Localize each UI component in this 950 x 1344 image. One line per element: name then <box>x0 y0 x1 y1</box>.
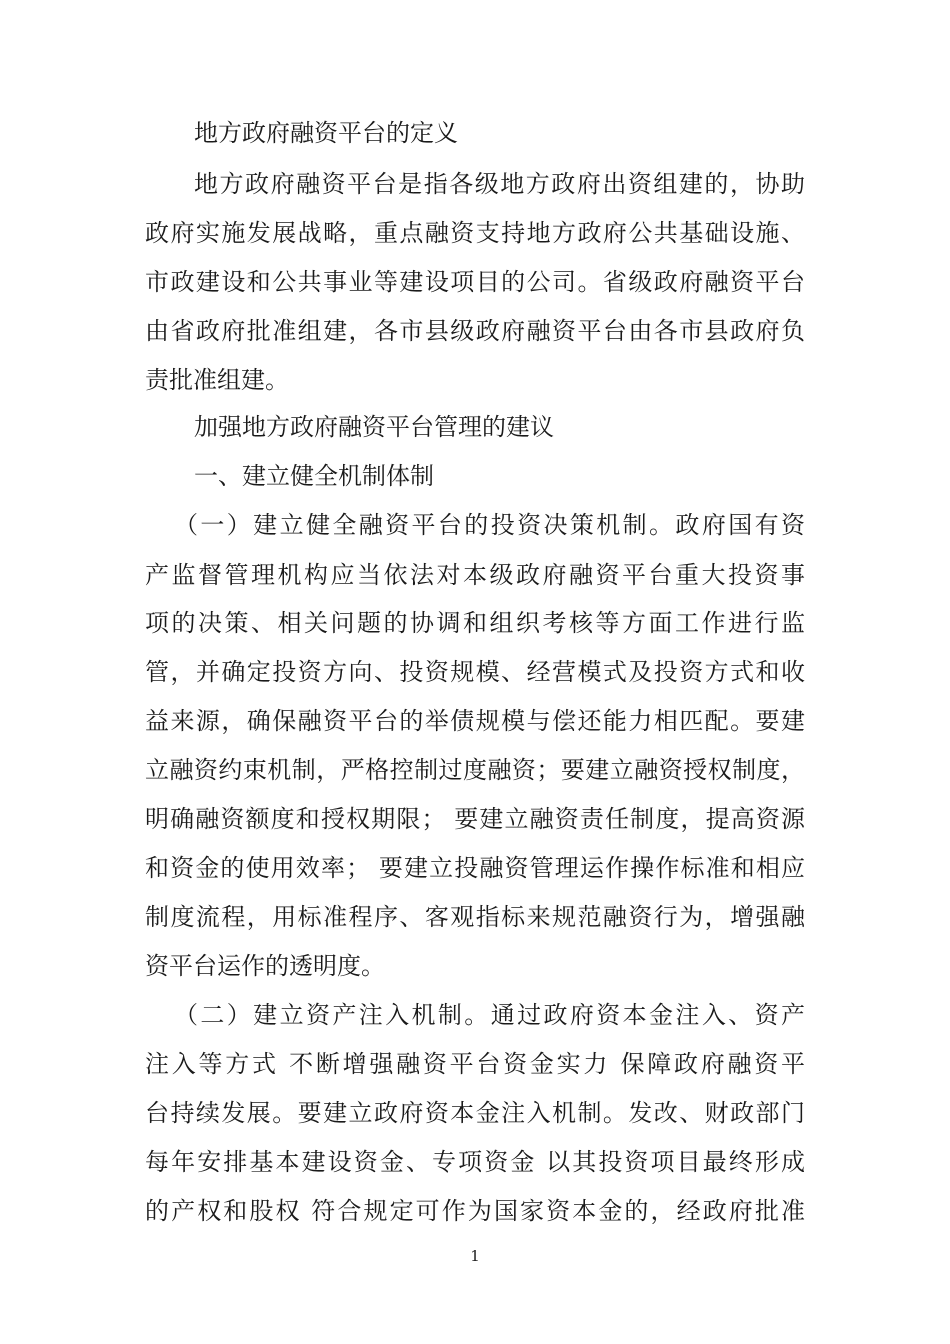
paragraph-line: 项的决策、相关问题的协调和组织考核等方面工作进行监 <box>145 609 805 637</box>
paragraph-line: 地方政府融资平台是指各级地方政府出资组建的，协助 <box>194 170 805 198</box>
paragraph-line: 政府实施发展战略，重点融资支持地方政府公共基础设施、 <box>145 219 805 247</box>
paragraph-line: 和资金的使用效率； 要建立投融资管理运作操作标准和相应 <box>145 854 805 882</box>
page-number: 1 <box>470 1247 480 1265</box>
paragraph-line: 资平台运作的透明度。 <box>145 952 385 980</box>
subsection-title: 一、建立健全机制体制 <box>194 462 434 490</box>
paragraph-line: 台持续发展。要建立政府资本金注入机制。发改、财政部门 <box>145 1099 805 1127</box>
paragraph-line: 的产权和股权 符合规定可作为国家资本金的，经政府批准 <box>145 1197 805 1225</box>
paragraph-line: （二）建立资产注入机制。通过政府资本金注入、资产 <box>174 1001 805 1029</box>
paragraph-line: 责批准组建。 <box>145 366 289 394</box>
paragraph-line: 管，并确定投资方向、投资规模、经营模式及投资方式和收 <box>145 658 805 686</box>
paragraph-line: 由省政府批准组建，各市县级政府融资平台由各市县政府负 <box>145 317 805 345</box>
section-title-suggestions: 加强地方政府融资平台管理的建议 <box>194 413 554 441</box>
paragraph-line: 明确融资额度和授权期限； 要建立融资责任制度，提高资源 <box>145 805 805 833</box>
paragraph-line: （一）建立健全融资平台的投资决策机制。政府国有资 <box>174 511 805 539</box>
paragraph-line: 产监督管理机构应当依法对本级政府融资平台重大投资事 <box>145 561 805 589</box>
paragraph-line: 益来源，确保融资平台的举债规模与偿还能力相匹配。要建 <box>145 707 805 735</box>
paragraph-line: 制度流程，用标准程序、客观指标来规范融资行为，增强融 <box>145 903 805 931</box>
paragraph-line: 市政建设和公共事业等建设项目的公司。省级政府融资平台 <box>145 268 805 296</box>
paragraph-line: 立融资约束机制，严格控制过度融资；要建立融资授权制度， <box>145 756 805 784</box>
paragraph-line: 每年安排基本建设资金、专项资金 以其投资项目最终形成 <box>145 1148 805 1176</box>
paragraph-line: 注入等方式 不断增强融资平台资金实力 保障政府融资平 <box>145 1050 805 1078</box>
section-title-definition: 地方政府融资平台的定义 <box>194 119 458 147</box>
